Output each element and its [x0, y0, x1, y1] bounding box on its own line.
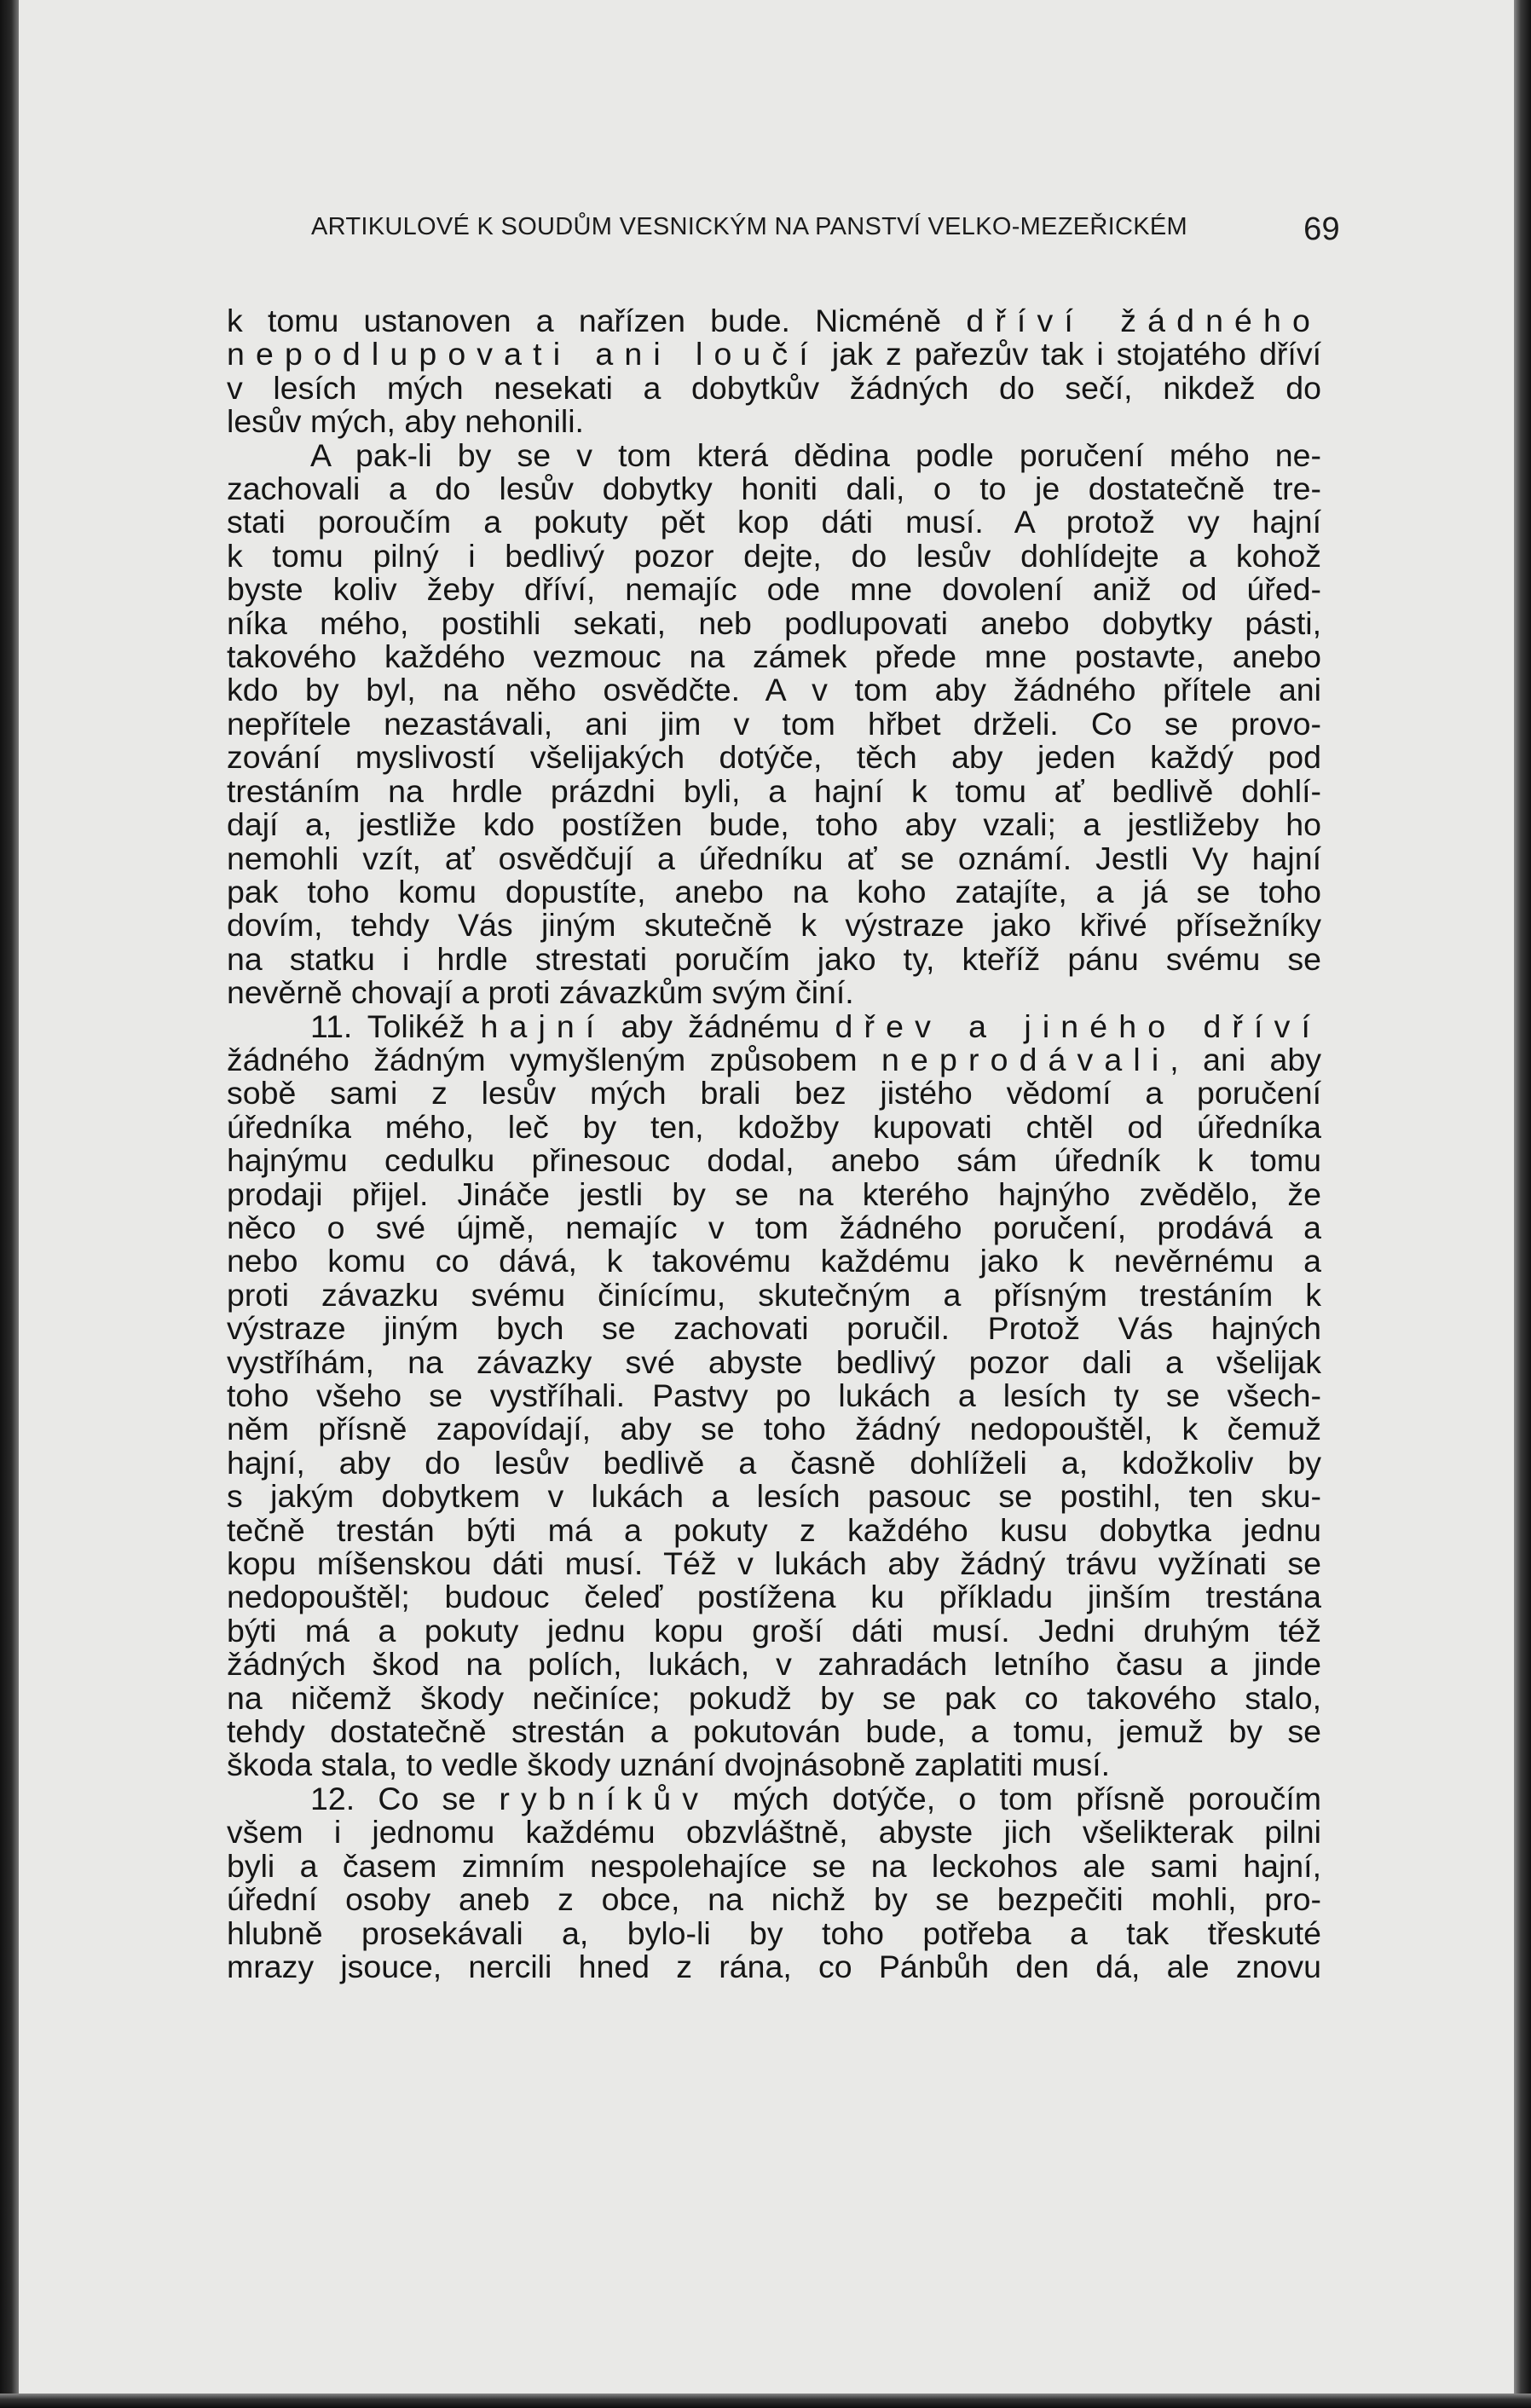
text-segment: vystříhám, na závazky své abyste bedlivý pozor dali a všelijak — [227, 1343, 1321, 1380]
text-segment: býti má a pokuty jednu kopu groší dáti musí. Jedni druhým též — [227, 1612, 1321, 1649]
text-line — [227, 1312, 1321, 1345]
text-line — [227, 573, 1321, 606]
text-line — [227, 1480, 1321, 1513]
text-line — [227, 505, 1321, 539]
text-line — [227, 1816, 1321, 1849]
text-line — [227, 1547, 1321, 1580]
body-text — [227, 304, 1321, 1984]
text-line — [227, 1511, 1321, 1548]
text-segment: tehdy dostatečně strestán a pokutován bude, a tomu, jemuž by se — [227, 1713, 1321, 1750]
text-line — [227, 1077, 1321, 1110]
text-line — [227, 1679, 1321, 1716]
text-line — [227, 537, 1321, 574]
text-segment: nemohli vzít, ať osvědčují a úředníku ať se oznámí. Jestli Vy hajní — [227, 840, 1321, 876]
text-line — [227, 1444, 1321, 1481]
text-line — [227, 1614, 1321, 1648]
text-line — [227, 1244, 1321, 1278]
text-line — [227, 1108, 1321, 1145]
text-segment: pak toho komu dopustíte, anebo na koho zatajíte, a já se toho — [227, 873, 1321, 909]
scan-bottom-border — [0, 2394, 1531, 2408]
text-line — [227, 1847, 1321, 1884]
text-segment: zování myslivostí všelijakých dotýče, těch aby jeden každý pod — [227, 739, 1321, 776]
text-segment: hajnýmu cedulku přinesouc dodal, anebo sám úředník k tomu — [227, 1142, 1321, 1179]
text-segment: kopu míšenskou dáti musí. Též v lukách aby žádný trávu vyžínati se — [227, 1545, 1321, 1582]
text-segment: na statku i hrdle strestati poručím jako ty, kteříž pánu svému se — [227, 940, 1321, 977]
text-line — [227, 1379, 1321, 1412]
text-line — [227, 940, 1321, 977]
text-segment: nebo komu co dává, k takovému každému jako k nevěrnému a — [227, 1243, 1321, 1279]
text-segment: dovím, tehdy Vás jiným skutečně k výstraze jako křivé přísežníky — [227, 907, 1321, 944]
spaced-emphasis: hajní — [480, 1008, 606, 1044]
text-line — [227, 1343, 1321, 1380]
text-line — [227, 640, 1321, 673]
text-segment: výstraze jiným bych se zachovati poručil. Protož Vás hajných — [227, 1310, 1321, 1347]
page-number: 69 — [1303, 211, 1340, 247]
text-line — [227, 369, 1321, 406]
text-segment: hajní, aby do lesův bedlivě a časně dohlíželi a, kdožkoliv by — [227, 1444, 1321, 1481]
text-segment: sobě sami z lesův mých brali bez jistého vědomí a poručení — [227, 1075, 1321, 1112]
text-segment: trestáním na hrdle prázdni byli, a hajní k tomu ať bedlivě dohlí- — [227, 772, 1321, 809]
scan-left-border — [0, 0, 19, 2408]
text-line — [227, 405, 1321, 438]
text-line — [227, 909, 1321, 942]
text-segment: nepřítele nezastávali, ani jim v tom hřbet drželi. Co se provo- — [227, 705, 1321, 742]
text-line — [227, 338, 1321, 371]
text-segment: všem i jednomu každému obzvláštně, abyste jich všelikterak pilni — [227, 1814, 1321, 1851]
text-line — [227, 1950, 1321, 1984]
text-segment: úředníka mého, leč by ten, kdožby kupovati chtěl od úředníka — [227, 1108, 1321, 1145]
text-segment: zachovali a do lesův dobytky honiti dali, o to je dostatečně tre- — [227, 471, 1321, 507]
text-line — [227, 1276, 1321, 1313]
spaced-emphasis: dřev a jiného dříví — [835, 1008, 1322, 1044]
text-line — [227, 976, 1321, 1009]
text-line — [227, 772, 1321, 809]
text-line — [227, 1914, 1321, 1951]
text-line — [227, 875, 1321, 909]
text-segment: kdo by byl, na něho osvědčte. A v tom aby žádného přítele ani — [227, 672, 1321, 708]
text-line — [227, 1648, 1321, 1681]
text-segment: aby žádnému — [605, 1008, 835, 1044]
text-segment: toho všeho se vystříhali. Pastvy po lukách a lesích ty se všech- — [227, 1377, 1321, 1413]
running-header — [311, 213, 1340, 247]
text-segment: stati poroučím a pokuty pět kop dáti musí. A protož vy hajní — [227, 504, 1321, 540]
text-segment: takového každého vezmouc na zámek přede mne postavte, anebo — [227, 638, 1321, 675]
text-segment: jak z pařezův tak i stojatého dříví — [818, 336, 1322, 372]
text-line — [227, 842, 1321, 875]
text-segment: mých dotýče, o tom přísně poroučím — [709, 1780, 1321, 1816]
text-segment: s jakým dobytkem v lukách a lesích pasouc se postihl, ten sku- — [227, 1478, 1321, 1515]
text-line — [227, 1782, 1321, 1816]
text-segment: v lesích mých nesekati a dobytkův žádných do sečí, nikdež do — [227, 369, 1321, 406]
text-line — [227, 1748, 1321, 1781]
text-segment: byli a časem zimním nespolehajíce se na leckohos ale sami hajní, — [227, 1847, 1321, 1884]
text-line — [227, 1412, 1321, 1446]
spaced-emphasis: nepodlupovati ani loučí — [227, 336, 819, 372]
text-line — [227, 808, 1321, 841]
text-line — [227, 304, 1321, 338]
text-segment: mrazy jsouce, nercili hned z rána, co Pánbůh den dá, ale znovu — [227, 1948, 1321, 1984]
text-segment: úřední osoby aneb z obce, na nichž by se bezpečiti mohli, pro- — [227, 1881, 1321, 1918]
running-title: ARTIKULOVÉ K SOUDŮM VESNICKÝM NA PANSTVÍ VELKO-MEZEŘICKÉM — [311, 213, 1188, 240]
text-line — [227, 1211, 1321, 1244]
text-segment: dají a, jestliže kdo postížen bude, toho aby vzali; a jestližeby ho — [227, 806, 1321, 843]
text-line — [227, 1580, 1321, 1614]
text-line — [227, 673, 1321, 707]
text-line — [227, 436, 1321, 473]
text-line — [227, 604, 1321, 641]
text-line — [227, 1010, 1321, 1043]
text-segment: A pak-li by se v tom která dědina podle poručení mého ne- — [310, 436, 1321, 473]
text-segment: tečně trestán býti má a pokuty z každého kusu dobytka jednu — [227, 1511, 1321, 1548]
text-segment: žádného žádným vymyšleným způsobem — [227, 1041, 882, 1077]
text-segment: lesův mých, aby nehonili. — [227, 403, 584, 440]
spaced-emphasis: dříví žádného — [966, 303, 1321, 338]
text-segment: , ani aby — [1170, 1041, 1321, 1077]
text-line — [227, 707, 1321, 741]
spaced-emphasis: rybníkův — [499, 1780, 710, 1816]
text-segment: na ničemž škody nečiníce; pokudž by se pak co takového stalo, — [227, 1679, 1321, 1716]
spaced-emphasis: neprodávali — [881, 1041, 1170, 1077]
text-line — [227, 1715, 1321, 1748]
text-segment: hlubně prosekávali a, bylo-li by toho potřeba a tak třeskuté — [227, 1914, 1321, 1951]
text-segment: něco o své újmě, nemajíc v tom žádného poručení, prodává a — [227, 1209, 1321, 1245]
text-segment: žádných škod na polích, lukách, v zahradách letního času a jinde — [227, 1646, 1321, 1683]
text-segment: 12. Co se — [310, 1780, 500, 1816]
text-line — [227, 472, 1321, 505]
text-segment: k tomu pilný i bedlivý pozor dejte, do lesův dohlídejte a kohož — [227, 537, 1321, 574]
text-line — [227, 1043, 1321, 1077]
text-segment: k tomu ustanoven a nařízen bude. Nicméně — [227, 303, 967, 338]
text-line — [227, 1883, 1321, 1916]
text-segment: něm přísně zapovídají, aby se toho žádný nedopouštěl, k čemuž — [227, 1411, 1321, 1447]
text-segment: 11. Tolikéž — [310, 1008, 481, 1044]
text-segment: prodaji přijel. Jináče jestli by se na kterého hajnýho zvědělo, že — [227, 1175, 1321, 1212]
text-line — [227, 1175, 1321, 1212]
text-line — [227, 741, 1321, 774]
text-segment: níka mého, postihli sekati, neb podlupovati anebo dobytky pásti, — [227, 604, 1321, 641]
text-segment: byste koliv žeby dříví, nemajíc ode mne dovolení aniž od úřed- — [227, 571, 1321, 608]
text-line — [227, 1144, 1321, 1177]
text-segment: proti závazku svému činícímu, skutečným a přísným trestáním k — [227, 1276, 1321, 1313]
text-segment: nedopouštěl; budouc čeleď postížena ku příkladu jinším trestána — [227, 1579, 1321, 1615]
scan-right-border — [1514, 0, 1531, 2408]
text-segment: nevěrně chovají a proti závazkům svým činí. — [227, 974, 854, 1011]
text-segment: škoda stala, to vedle škody uznání dvojnásobně zaplatiti musí. — [227, 1747, 1111, 1783]
